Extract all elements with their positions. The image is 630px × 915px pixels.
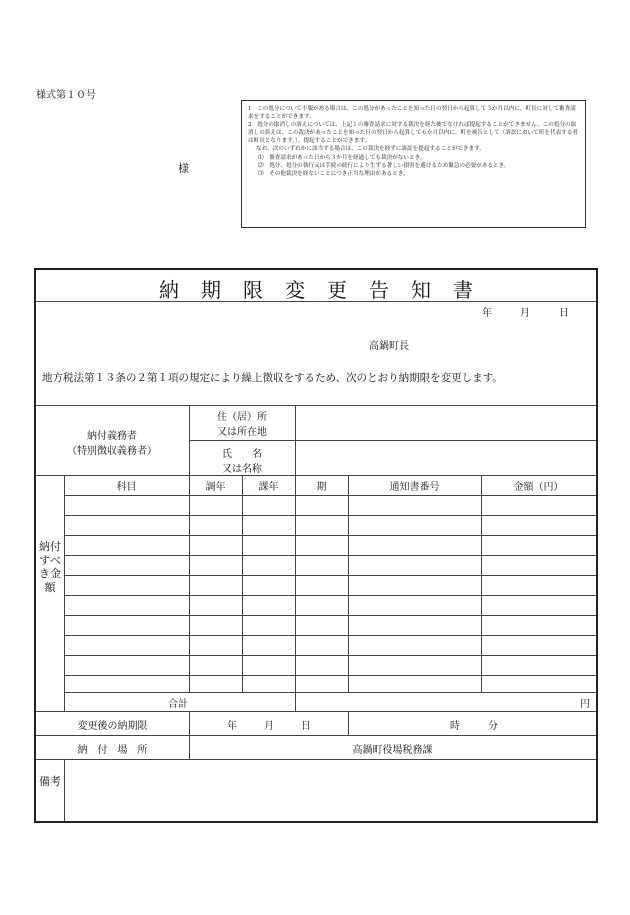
- column-subject: 科目: [116, 482, 137, 493]
- amount-column-line: [481, 475, 482, 692]
- amount-section-label: 納付すべき金額: [39, 540, 61, 594]
- body-text: 地方税法第１３条の２第１項の規定により繰上徴収をするため、次のとおり納期限を変更します。: [42, 372, 503, 384]
- amount-row-line: [64, 635, 596, 636]
- amount-row-line: [64, 595, 596, 596]
- notice-subitem-1: ⑴ 審査請求があった日から３か月を経過しても裁決がないとき。: [258, 154, 426, 161]
- taxpayer-row-divider: [189, 440, 596, 441]
- amount-row-line: [64, 615, 596, 616]
- taxpayer-label: 納付義務者: [87, 431, 137, 442]
- issuer-name: 高鍋町長: [369, 341, 409, 352]
- notice-item-1: 1 この処分について不服がある場合は、この処分があったことを知った日の翌日から起算して３か月以内に、町長に対して審査請求をすることができます。: [248, 106, 576, 121]
- due-hour-label: 時: [450, 721, 460, 732]
- payment-place-label: 納 付 場 所: [77, 745, 148, 756]
- due-day-label: 日: [301, 721, 311, 732]
- amount-row-line: [64, 675, 596, 676]
- amount-row-line: [64, 515, 596, 516]
- total-label: 合計: [168, 699, 188, 710]
- notice-subitem-3: ⑶ その他裁決を経ないことにつき正当な理由があるとき。: [258, 170, 409, 177]
- column-amount: 金額（円）: [513, 482, 564, 493]
- column-notice-number: 通知書番号: [389, 482, 440, 493]
- table-bottom-divider: [36, 711, 596, 712]
- remarks-divider: [64, 759, 65, 821]
- changed-due-label: 変更後の納期限: [77, 721, 148, 732]
- due-date-change-notice-form: [34, 268, 598, 823]
- date-month-label: 月: [520, 308, 530, 319]
- name-label: 氏 名: [222, 449, 262, 460]
- special-collector-label: （特別徴収義務者）: [67, 446, 157, 457]
- amount-row-line: [64, 692, 596, 693]
- address-label: 住（居）所: [217, 412, 267, 423]
- taxpayer-bottom-divider: [36, 475, 596, 476]
- due-row-bottom: [36, 735, 596, 736]
- amount-row-line: [64, 535, 596, 536]
- amount-row-line: [64, 495, 596, 496]
- amount-row-line: [64, 655, 596, 656]
- due-row-divider-2: [348, 711, 349, 735]
- appeal-notice-box: [241, 100, 586, 228]
- column-tax-year: 課年: [258, 482, 279, 493]
- amount-column-line: [348, 475, 349, 692]
- date-day-label: 日: [559, 308, 569, 319]
- honorific: 様: [178, 162, 189, 175]
- notice-subitem-2: ⑵ 処分、処分の執行又は手続の続行により生ずる著しい損害を避けるため緊急の必要があるとき。: [258, 162, 510, 169]
- due-month-label: 月: [264, 721, 274, 732]
- total-yen-unit: 円: [580, 699, 590, 710]
- date-year-label: 年: [482, 308, 492, 319]
- amount-row-line: [64, 575, 596, 576]
- notice-item-2: 2 処分の取消しの訴えについては、上記１の審査請求に対する裁決を経た後でなければ提起することができません。この処分の取消しの訴えは、この裁決があったことを知った日の翌日から起算して６か月以内に、町を被告として（訴訟において町を代表する者は町長となります。）、提起することができます。: [248, 122, 578, 145]
- address-label-alt: 又は所在地: [217, 427, 267, 438]
- column-assessment-year: 調年: [205, 482, 226, 493]
- place-row-bottom: [36, 759, 596, 760]
- name-label-alt: 又は名称: [222, 464, 262, 475]
- amount-column-line: [242, 475, 243, 692]
- form-number: 様式第１０号: [36, 90, 96, 101]
- payment-place-value: 高鍋町役場税務課: [352, 745, 433, 756]
- title-divider: [36, 301, 596, 302]
- amount-column-line: [189, 475, 190, 692]
- amount-column-line: [295, 475, 296, 711]
- due-year-label: 年: [227, 721, 237, 732]
- column-period: 期: [316, 482, 327, 493]
- header-divider: [36, 405, 596, 406]
- remarks-label: 備考: [39, 775, 61, 788]
- form-title: 納期限変更告知書: [159, 278, 495, 302]
- due-minute-label: 分: [488, 721, 498, 732]
- amount-row-line: [64, 555, 596, 556]
- notice-item-3: なお、次のいずれかに該当する場合は、この裁決を経ずに訴訟を提起することができます。: [256, 146, 485, 153]
